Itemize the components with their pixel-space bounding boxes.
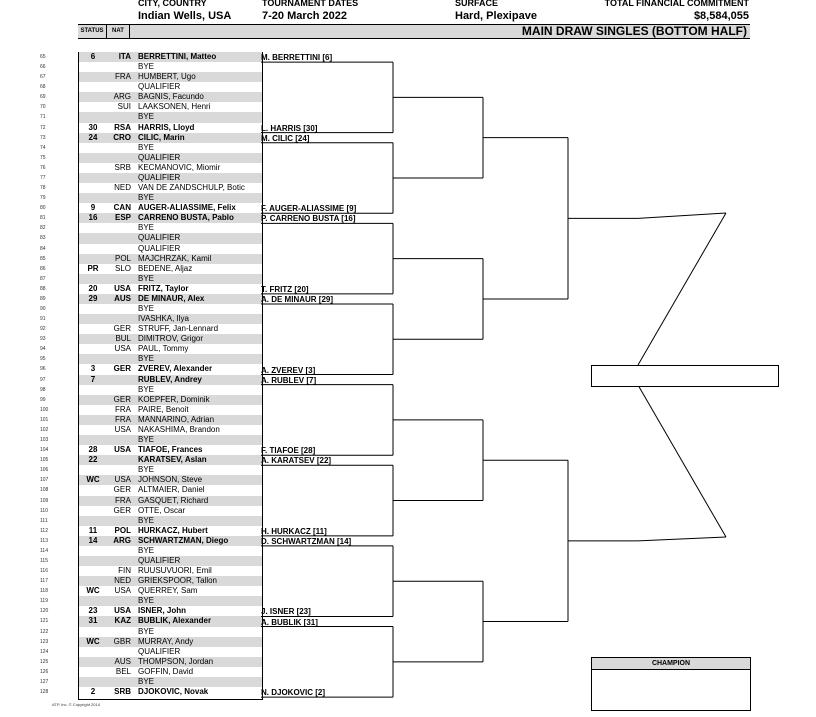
entry-seed: 30 — [88, 122, 98, 132]
commitment-value: $8,584,055 — [693, 10, 749, 22]
draw-position: 93 — [40, 336, 46, 343]
entry-name: THOMPSON, Jordan — [138, 656, 214, 666]
draw-position: 116 — [40, 568, 48, 575]
entry-seed: 31 — [88, 616, 98, 626]
entry-name: SCHWARTZMAN, Diego — [138, 535, 229, 545]
entry-name: STRUFF, Jan-Lennard — [138, 324, 219, 334]
round2-player: H. HURKACZ [11] — [261, 526, 327, 536]
entry-name: QUALIFIER — [138, 82, 181, 92]
entry-name: PAIRE, Benoit — [138, 404, 189, 414]
draw-position: 120 — [40, 608, 49, 615]
draw-position: 126 — [40, 668, 49, 675]
draw-position: 114 — [40, 547, 48, 554]
entry-name: QUALIFIER — [138, 233, 181, 243]
entry-name: HURKACZ, Hubert — [138, 525, 208, 535]
dates-label: TOURNAMENT DATES — [262, 0, 359, 8]
dates-value: 7-20 March 2022 — [262, 10, 347, 22]
entry-seed: 16 — [88, 213, 98, 223]
draw-position: 121 — [40, 618, 49, 625]
entry-name: BUBLIK, Alexander — [138, 616, 212, 626]
draw-position: 107 — [40, 477, 49, 484]
draw-position: 79 — [40, 195, 46, 202]
entry-name: MURRAY, Andy — [138, 636, 194, 646]
draw-position: 97 — [40, 376, 46, 383]
entry-seed: 2 — [90, 687, 96, 697]
draw-position: 88 — [40, 285, 46, 292]
entry-name: BYE — [138, 142, 155, 152]
draw-position: 110 — [40, 507, 48, 514]
entry-name: BYE — [138, 384, 155, 394]
entry-name: GRIEKSPOOR, Tallon — [138, 576, 217, 586]
entry-name: KOEPFER, Dominik — [138, 394, 210, 404]
entry-name: QUALIFIER — [138, 556, 181, 565]
draw-position: 74 — [40, 144, 46, 151]
entry-nat: SLO — [114, 263, 131, 273]
surface-value: Hard, Plexipave — [455, 10, 537, 22]
draw-position: 77 — [40, 174, 46, 181]
draw-position: 90 — [40, 306, 46, 312]
entry-name: ZVEREV, Alexander — [138, 364, 213, 374]
entry-name: MAJCHRZAK, Kamil — [138, 253, 212, 263]
entry-name: QUALIFIER — [138, 243, 181, 253]
entry-name: QUALIFIER — [138, 172, 181, 182]
round2-player: D. SCHWARTZMAN [14] — [261, 536, 352, 546]
draw-position: 66 — [40, 64, 46, 71]
entry-name: QUERREY, Sam — [138, 586, 198, 596]
entry-name: BYE — [138, 676, 155, 686]
draw-position: 102 — [40, 426, 49, 433]
entry-seed: WC — [86, 475, 100, 485]
round2-player: F. TIAFOE [28] — [261, 446, 316, 456]
entry-nat: USA — [114, 344, 131, 354]
entry-name: FRITZ, Taylor — [138, 283, 189, 293]
entry-nat: GER — [113, 505, 131, 515]
entry-nat: CAN — [113, 203, 131, 213]
entry-nat: SUI — [117, 102, 131, 112]
entry-name: BYE — [138, 273, 155, 283]
draw-position: 104 — [40, 447, 49, 454]
entry-nat: AUS — [114, 656, 131, 666]
bracket-line — [638, 213, 726, 218]
entry-seed: 14 — [88, 535, 98, 545]
entry-nat: NED — [114, 183, 131, 193]
entry-nat: FIN — [118, 566, 131, 576]
draw-position: 122 — [40, 628, 49, 635]
entry-nat: USA — [114, 475, 131, 485]
entry-nat: SRB — [114, 162, 131, 172]
entry-name: BYE — [138, 193, 155, 203]
entry-name: RUUSUVUORI, Emil — [138, 566, 212, 576]
draw-position: 127 — [40, 678, 49, 685]
entry-name: BYE — [138, 626, 155, 636]
entry-name: QUALIFIER — [138, 152, 181, 162]
draw-position: 124 — [40, 648, 49, 655]
entry-seed: 20 — [88, 283, 98, 293]
draw-position: 94 — [40, 346, 46, 353]
entry-seed: 28 — [88, 445, 98, 455]
entry-nat: GER — [113, 324, 131, 334]
entry-name: DIMITROV, Grigor — [138, 334, 204, 344]
entry-nat: ESP — [114, 213, 131, 223]
draw-position: 117 — [40, 578, 48, 585]
entry-name: TIAFOE, Frances — [138, 445, 203, 455]
entry-nat: ARG — [113, 535, 131, 545]
entry-nat: FRA — [115, 414, 131, 424]
draw-position: 125 — [40, 658, 49, 665]
entry-seed: 3 — [90, 364, 96, 374]
entry-name: NAKASHIMA, Brandon — [138, 424, 220, 434]
entry-name: BYE — [138, 596, 155, 606]
draw-position: 76 — [40, 164, 46, 171]
status-column-header: STATUS — [78, 25, 107, 38]
draw-position: 98 — [40, 386, 46, 393]
entry-name: DE MINAUR, Alex — [138, 293, 205, 303]
draw-position: 118 — [40, 588, 48, 595]
draw-position: 111 — [40, 517, 48, 524]
entry-nat: RSA — [114, 122, 131, 132]
round2-player: F. AUGER-ALIASSIME [9] — [261, 204, 357, 214]
commitment-label: TOTAL FINANCIAL COMMITMENT — [604, 0, 749, 8]
entry-name: BYE — [138, 112, 155, 122]
entry-name: BEDENE, Aljaz — [138, 263, 193, 273]
round2-player: L. HARRIS [30] — [261, 123, 318, 133]
entry-seed: 9 — [90, 203, 96, 213]
entry-nat: ARG — [113, 92, 131, 102]
draw-position: 128 — [40, 689, 49, 696]
entry-name: ISNER, John — [138, 606, 187, 616]
entry-seed: 23 — [88, 606, 98, 616]
draw-position: 69 — [40, 94, 46, 101]
entry-name: VAN DE ZANDSCHULP, Botic — [138, 183, 245, 193]
entry-nat: GER — [113, 394, 131, 404]
nat-column-header: NAT — [107, 25, 130, 38]
entry-name: GOFFIN, David — [138, 666, 194, 676]
entry-name: LAAKSONEN, Henri — [138, 102, 211, 112]
entry-name: BYE — [138, 515, 155, 525]
draw-position: 123 — [40, 638, 49, 645]
entry-name: RUBLEV, Andrey — [138, 374, 202, 384]
champion-box — [591, 657, 751, 711]
draw-position: 72 — [40, 124, 46, 131]
bracket-line — [638, 213, 726, 365]
entry-nat: USA — [114, 283, 131, 293]
entry-nat: USA — [114, 606, 131, 616]
entry-nat: SRB — [114, 687, 131, 697]
entry-name: CARRENO BUSTA, Pablo — [138, 213, 234, 223]
draw-position: 96 — [40, 366, 46, 373]
entry-name: BYE — [138, 465, 155, 475]
round2-player: P. CARRENO BUSTA [16] — [261, 214, 356, 224]
entry-seed: 29 — [88, 293, 98, 303]
draw-position: 82 — [40, 225, 46, 232]
round2-player: A. KARATSEV [22] — [261, 456, 332, 466]
entry-name: HUMBERT, Ugo — [138, 72, 196, 82]
entry-name: BERRETTINI, Matteo — [138, 52, 217, 61]
entry-nat: FRA — [115, 404, 131, 414]
entry-name: BYE — [138, 223, 155, 233]
draw-title: MAIN DRAW SINGLES (BOTTOM HALF) — [521, 24, 747, 38]
round2-player: N. DJOKOVIC [2] — [261, 688, 326, 698]
draw-position: 89 — [40, 295, 46, 302]
draw-position: 103 — [40, 437, 49, 444]
draw-position: 84 — [40, 245, 46, 252]
entry-nat: AUS — [114, 293, 131, 303]
draw-position: 83 — [40, 235, 46, 242]
entry-nat: GER — [113, 364, 131, 374]
bracket-line — [638, 385, 726, 537]
entry-name: GASQUET, Richard — [138, 495, 209, 505]
draw-position: 68 — [40, 84, 46, 91]
draw-position: 71 — [40, 114, 46, 121]
round2-player: M. BERRETTINI [6] — [261, 53, 333, 63]
entry-name: KECMANOVIC, Miomir — [138, 162, 221, 172]
entry-name: KARATSEV, Aslan — [138, 455, 207, 465]
entry-name: AUGER-ALIASSIME, Felix — [138, 203, 236, 213]
draw-position: 100 — [40, 406, 49, 413]
entry-nat: CRO — [113, 132, 131, 142]
draw-position: 108 — [40, 487, 49, 494]
surface-label: SURFACE — [455, 0, 499, 8]
half-winner-box — [591, 365, 779, 387]
draw-position: 106 — [40, 467, 49, 474]
draw-position: 85 — [40, 255, 46, 262]
draw-position: 95 — [40, 356, 46, 363]
entry-name: ALTMAIER, Daniel — [138, 485, 205, 495]
entry-nat: ITA — [118, 52, 131, 61]
entry-seed: WC — [86, 586, 100, 596]
draw-position: 86 — [40, 265, 46, 272]
draw-position: 91 — [40, 316, 46, 323]
entry-nat: BEL — [115, 666, 131, 676]
draw-position: 81 — [40, 215, 46, 222]
entry-name: BYE — [138, 62, 155, 72]
entry-name: QUALIFIER — [138, 646, 181, 656]
draw-position: 115 — [40, 558, 48, 564]
entry-seed: WC — [86, 636, 100, 646]
champion-label: CHAMPION — [592, 658, 750, 670]
entry-name: BYE — [138, 435, 155, 445]
entry-nat: USA — [114, 586, 131, 596]
draw-position: 109 — [40, 497, 49, 504]
entry-name: BYE — [138, 545, 155, 555]
entry-nat: GER — [113, 485, 131, 495]
city-value: Indian Wells, USA — [138, 10, 232, 22]
entry-seed: 6 — [90, 52, 96, 61]
draw-position: 119 — [40, 598, 48, 605]
entry-name: IVASHKA, Ilya — [138, 314, 189, 324]
draw-position: 113 — [40, 537, 48, 544]
entry-name: OTTE, Oscar — [138, 505, 186, 515]
entry-nat: POL — [114, 525, 131, 535]
entry-seed: 22 — [88, 455, 98, 465]
entry-name: BYE — [138, 304, 155, 313]
entry-nat: POL — [114, 253, 131, 263]
entry-name: CILIC, Marin — [138, 132, 185, 142]
draw-position: 78 — [40, 185, 46, 192]
copyright: ATP, Inc. © Copyright 2014 — [52, 702, 100, 707]
draw-position: 67 — [40, 74, 46, 81]
entry-nat: FRA — [115, 72, 131, 82]
bracket-line — [638, 537, 726, 541]
entry-nat: GBR — [113, 636, 131, 646]
draw-position: 87 — [40, 275, 46, 282]
draw-position: 105 — [40, 457, 49, 464]
entry-name: HARRIS, Lloyd — [138, 122, 195, 132]
round2-player: A. RUBLEV [7] — [261, 375, 317, 385]
draw-position: 70 — [40, 104, 46, 111]
entry-seed: 7 — [90, 374, 96, 384]
round2-player: M. CILIC [24] — [261, 133, 310, 143]
round2-player: A. BUBLIK [31] — [261, 617, 318, 627]
entry-nat: BUL — [115, 334, 131, 344]
entry-name: BAGNIS, Facundo — [138, 92, 204, 102]
draw-position: 112 — [40, 527, 48, 534]
entry-nat: FRA — [115, 495, 131, 505]
draw-position: 75 — [40, 154, 46, 161]
draw-position: 99 — [40, 396, 46, 403]
round2-player: A. DE MINAUR [29] — [261, 295, 334, 304]
city-label: CITY, COUNTRY — [138, 0, 207, 8]
entry-name: PAUL, Tommy — [138, 344, 189, 354]
entry-nat: USA — [114, 424, 131, 434]
round2-player: J. ISNER [23] — [261, 607, 311, 617]
entry-seed: 11 — [88, 525, 98, 535]
entry-seed: 24 — [88, 132, 98, 142]
draw-position: 92 — [40, 326, 46, 333]
draw-position: 80 — [40, 205, 46, 212]
entry-nat: KAZ — [114, 616, 131, 626]
entry-seed: PR — [87, 263, 99, 273]
draw-position: 73 — [40, 134, 46, 141]
entry-name: JOHNSON, Steve — [138, 475, 203, 485]
entry-nat: NED — [114, 576, 131, 586]
entry-name: BYE — [138, 354, 155, 364]
round2-player: A. ZVEREV [3] — [261, 365, 316, 375]
round2-player: T. FRITZ [20] — [261, 284, 309, 294]
entry-name: DJOKOVIC, Novak — [138, 687, 209, 697]
draw-position: 101 — [40, 416, 49, 423]
entry-name: MANNARINO, Adrian — [138, 414, 215, 424]
draw-position: 65 — [40, 54, 46, 60]
entry-nat: USA — [114, 445, 131, 455]
